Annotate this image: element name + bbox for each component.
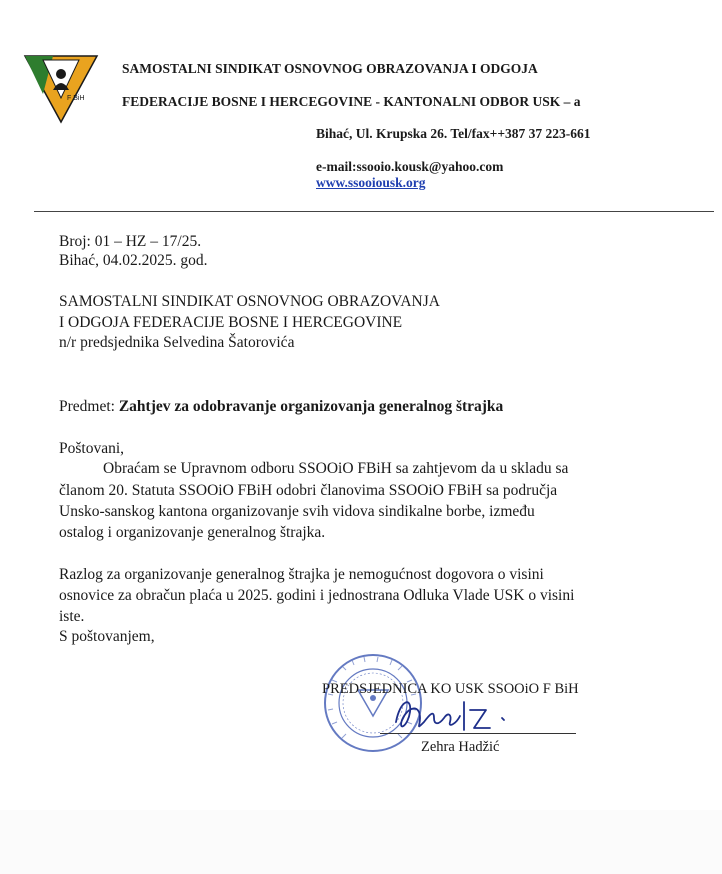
subject-line: [59, 398, 503, 416]
greeting: Poštovani,: [59, 440, 125, 457]
org-website-link[interactable]: www.ssooiousk.org: [316, 175, 426, 190]
paragraph1-line2: članom 20. Statuta SSOOiO FBiH odobri članovima SSOOiO FBiH sa područja: [59, 482, 558, 499]
logo-text: F BiH: [67, 95, 85, 102]
subject-label: Predmet:: [59, 398, 115, 415]
signatory-name: Zehra Hadžić: [421, 739, 500, 755]
signature-line: [380, 733, 576, 734]
org-name-line2: FEDERACIJE BOSNE I HERCEGOVINE - KANTONALNI ODBOR USK – a: [122, 94, 581, 109]
subject-text: Zahtjev za odobravanje organizovanja generalnog štrajka: [118, 398, 504, 415]
recipient-line3: n/r predsjednika Selvedina Šatorovića: [59, 334, 295, 351]
paragraph2-line2: osnovice za obračun plaća u 2025. godini i jednostrana Odluka Vlade USK o visini: [59, 587, 575, 604]
paragraph2-line1: Razlog za organizovanje generalnog štrajka je nemogućnost dogovora o visini: [59, 566, 544, 583]
page-bottom-margin: [0, 810, 722, 874]
org-email: e-mail:ssooio.kousk@yahoo.com: [316, 159, 504, 174]
handwritten-signature: [390, 692, 530, 738]
recipient-line1: SAMOSTALNI SINDIKAT OSNOVNOG OBRAZOVANJA: [59, 293, 440, 310]
document-place-date: Bihać, 04.02.2025. god.: [59, 252, 208, 269]
org-address: Bihać, Ul. Krupska 26. Tel/fax++387 37 223-661: [316, 126, 591, 141]
union-logo: [23, 54, 99, 124]
paragraph1-line3: Unsko-sanskog kantona organizovanje svih vidova sindikalne borbe, između: [59, 503, 535, 520]
recipient-line2: I ODGOJA FEDERACIJE BOSNE I HERCEGOVINE: [59, 314, 403, 331]
header-divider: [34, 211, 714, 212]
signatory-title: PREDSJEDNICA KO USK SSOOiO F BiH: [322, 681, 579, 697]
closing: S poštovanjem,: [59, 628, 155, 645]
org-name-line1: SAMOSTALNI SINDIKAT OSNOVNOG OBRAZOVANJA I ODGOJA: [122, 61, 538, 76]
paragraph1-line1: Obraćam se Upravnom odboru SSOOiO FBiH sa zahtjevom da u skladu sa: [103, 460, 569, 477]
paragraph2-line3: iste.: [59, 608, 85, 625]
paragraph1-line4: ostalog i organizovanje generalnog štrajka.: [59, 524, 326, 541]
document-number: Broj: 01 – HZ – 17/25.: [59, 233, 202, 250]
